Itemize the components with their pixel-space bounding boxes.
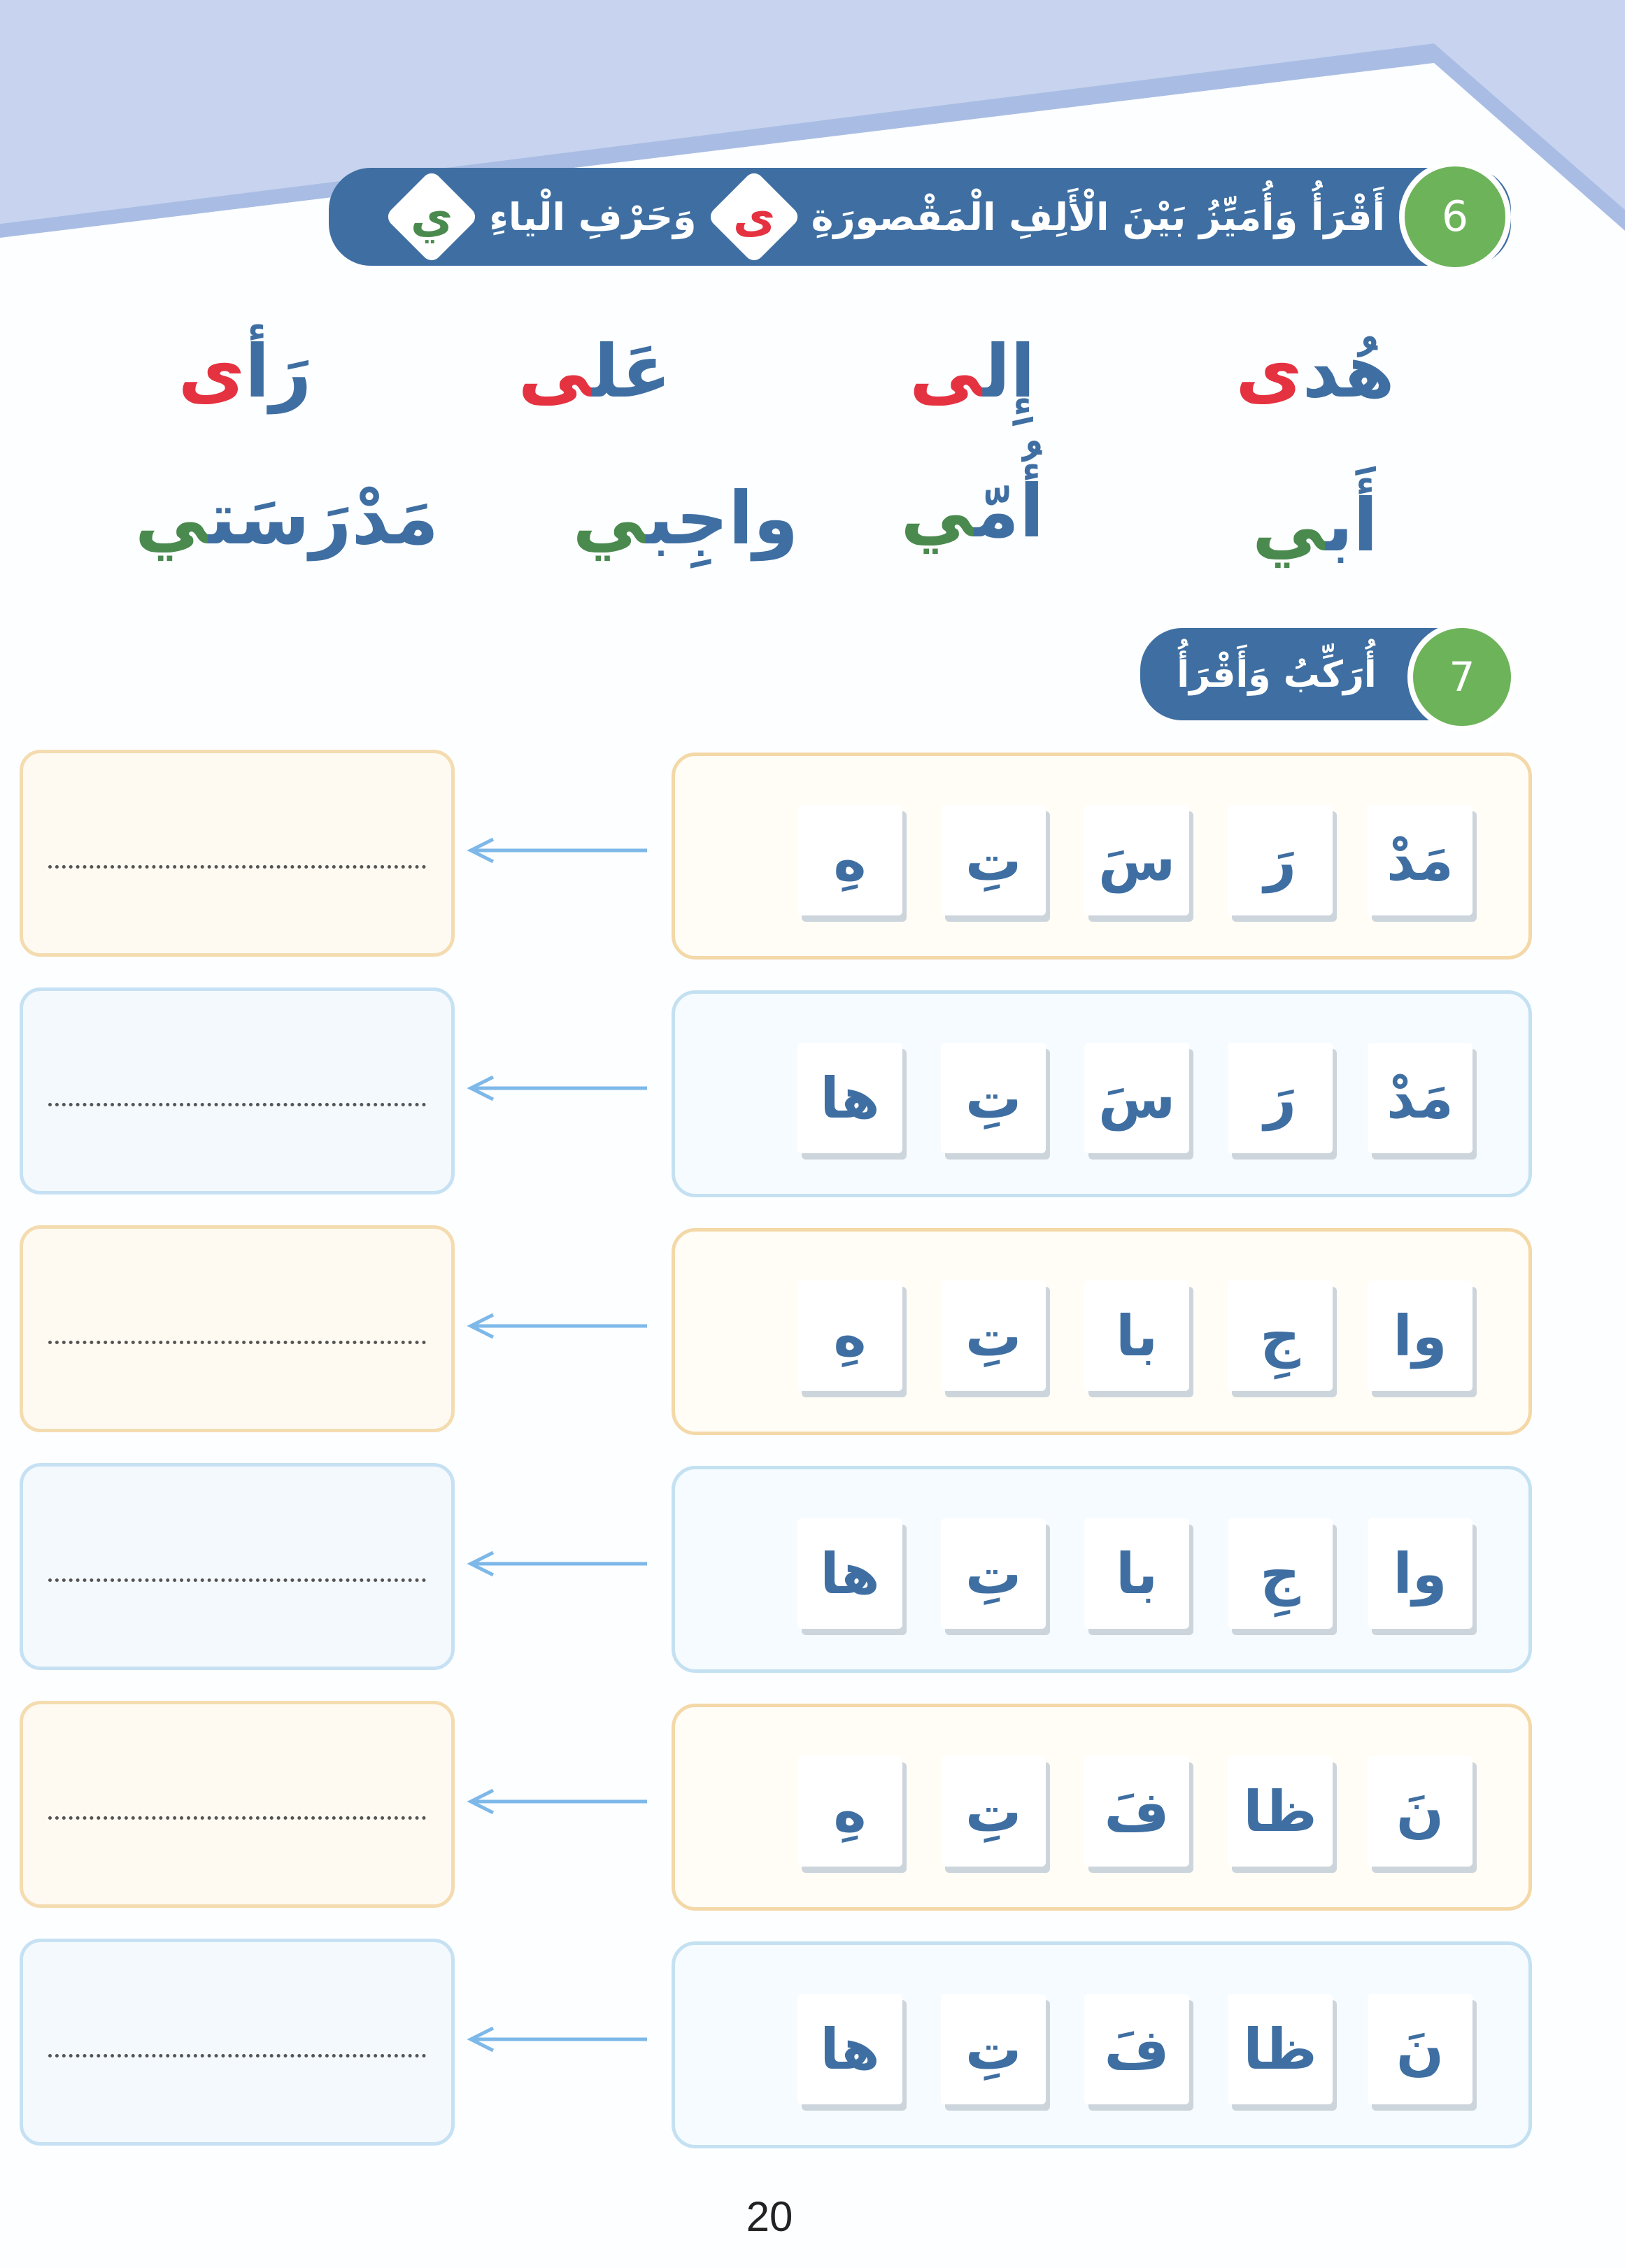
- syllable-tile[interactable]: جِ: [1228, 1518, 1333, 1629]
- syllable-tile[interactable]: ظا: [1228, 1756, 1333, 1867]
- dotted-writing-line[interactable]: [48, 1816, 426, 1820]
- syllable-tile[interactable]: هِ: [797, 1281, 902, 1391]
- maqsura-diamond: [707, 169, 802, 264]
- instruction-text-2: وَحَرْفِ الْياءِ: [489, 194, 697, 239]
- ya-word-3: [546, 476, 825, 561]
- section-7-number: 7: [1449, 653, 1475, 701]
- left-arrow-icon: [465, 1312, 651, 1340]
- ya-letter: ي: [411, 190, 453, 243]
- syllable-tile[interactable]: فَ: [1084, 1994, 1189, 2104]
- word-ending: ي: [572, 476, 646, 561]
- maqsura-word-4: [112, 329, 378, 414]
- syllable-tile[interactable]: رَ: [1228, 1043, 1333, 1153]
- word-stem: إِل: [983, 329, 1035, 414]
- left-arrow-icon: [465, 1550, 651, 1578]
- syllable-tile[interactable]: نَ: [1368, 1994, 1473, 2104]
- syllable-tile[interactable]: تِ: [941, 1994, 1046, 2104]
- ya-word-2: [839, 469, 1105, 554]
- word-stem: واجِب: [646, 476, 799, 561]
- exercise-row: [672, 1941, 1532, 2148]
- section-7-number-circle: [1407, 622, 1517, 732]
- word-ending: ى: [909, 329, 984, 414]
- left-arrow-icon: [465, 1074, 651, 1102]
- word-ending: ى: [178, 329, 245, 414]
- syllable-tile[interactable]: هِ: [797, 805, 902, 915]
- word-ending: ي: [900, 469, 974, 554]
- section-6-number-circle: [1399, 161, 1511, 273]
- answer-box[interactable]: [20, 1225, 455, 1432]
- ya-word-1: [1175, 483, 1455, 568]
- dotted-writing-line[interactable]: [48, 1103, 426, 1106]
- section-6-instruction: [392, 175, 1385, 259]
- left-arrow-icon: [465, 836, 651, 864]
- answer-box[interactable]: [20, 1463, 455, 1670]
- syllable-tile[interactable]: با: [1084, 1281, 1189, 1391]
- page-number: 20: [746, 2193, 793, 2240]
- syllable-tile[interactable]: هِ: [797, 1756, 902, 1867]
- maqsura-letter: ى: [732, 190, 775, 243]
- exercise-row: [672, 1228, 1532, 1435]
- answer-box[interactable]: [20, 750, 455, 957]
- word-stem: أَب: [1326, 483, 1378, 568]
- dotted-writing-line[interactable]: [48, 1341, 426, 1344]
- section-7-instruction: أُرَكِّبُ وَأَقْرَأُ: [1177, 654, 1377, 696]
- syllable-tile[interactable]: وا: [1368, 1518, 1473, 1629]
- left-arrow-icon: [465, 2025, 651, 2053]
- word-stem: هُد: [1302, 329, 1395, 414]
- ya-diamond: [384, 169, 479, 264]
- exercise-row: [672, 1466, 1532, 1673]
- syllable-tile[interactable]: ها: [797, 1518, 902, 1629]
- exercise-row: [672, 753, 1532, 960]
- answer-box[interactable]: [20, 1701, 455, 1908]
- syllable-tile[interactable]: تِ: [941, 805, 1046, 915]
- word-stem: رَأ: [244, 329, 312, 414]
- dotted-writing-line[interactable]: [48, 865, 426, 869]
- answer-box[interactable]: [20, 1939, 455, 2146]
- syllable-tile[interactable]: ها: [797, 1043, 902, 1153]
- word-ending: ي: [134, 476, 209, 561]
- syllable-tile[interactable]: نَ: [1368, 1756, 1473, 1867]
- left-arrow-icon: [465, 1788, 651, 1816]
- syllable-tile[interactable]: وا: [1368, 1281, 1473, 1391]
- syllable-tile[interactable]: سَ: [1084, 805, 1189, 915]
- maqsura-word-2: [839, 329, 1105, 414]
- answer-box[interactable]: [20, 987, 455, 1194]
- dotted-writing-line[interactable]: [48, 1578, 426, 1582]
- word-ending: ى: [518, 329, 592, 414]
- syllable-tile[interactable]: ها: [797, 1994, 902, 2104]
- syllable-tile[interactable]: تِ: [941, 1518, 1046, 1629]
- syllable-tile[interactable]: سَ: [1084, 1043, 1189, 1153]
- exercise-row: [672, 1704, 1532, 1911]
- syllable-tile[interactable]: تِ: [941, 1043, 1046, 1153]
- word-ending: ي: [1252, 483, 1326, 568]
- section-6-number: 6: [1441, 192, 1469, 241]
- syllable-tile[interactable]: تِ: [941, 1756, 1046, 1867]
- exercise-row: [672, 990, 1532, 1197]
- dotted-writing-line[interactable]: [48, 2054, 426, 2057]
- maqsura-word-3: [462, 329, 728, 414]
- syllable-tile[interactable]: جِ: [1228, 1281, 1333, 1391]
- maqsura-word-1: [1175, 329, 1455, 414]
- word-stem: أُمّ: [974, 469, 1044, 554]
- word-ending: ى: [1235, 329, 1303, 414]
- word-stem: مَدْرَسَت: [208, 476, 439, 561]
- syllable-tile[interactable]: فَ: [1084, 1756, 1189, 1867]
- syllable-tile[interactable]: تِ: [941, 1281, 1046, 1391]
- syllable-tile[interactable]: رَ: [1228, 805, 1333, 915]
- syllable-tile[interactable]: مَدْ: [1368, 1043, 1473, 1153]
- instruction-text-1: أَقْرَأُ وَأُمَيِّزُ بَيْنَ الْأَلِفِ الْمَقْصورَةِ: [811, 194, 1385, 239]
- syllable-tile[interactable]: با: [1084, 1518, 1189, 1629]
- syllable-tile[interactable]: ظا: [1228, 1994, 1333, 2104]
- word-stem: عَل: [591, 329, 672, 414]
- ya-word-4: [126, 476, 448, 561]
- syllable-tile[interactable]: مَدْ: [1368, 805, 1473, 915]
